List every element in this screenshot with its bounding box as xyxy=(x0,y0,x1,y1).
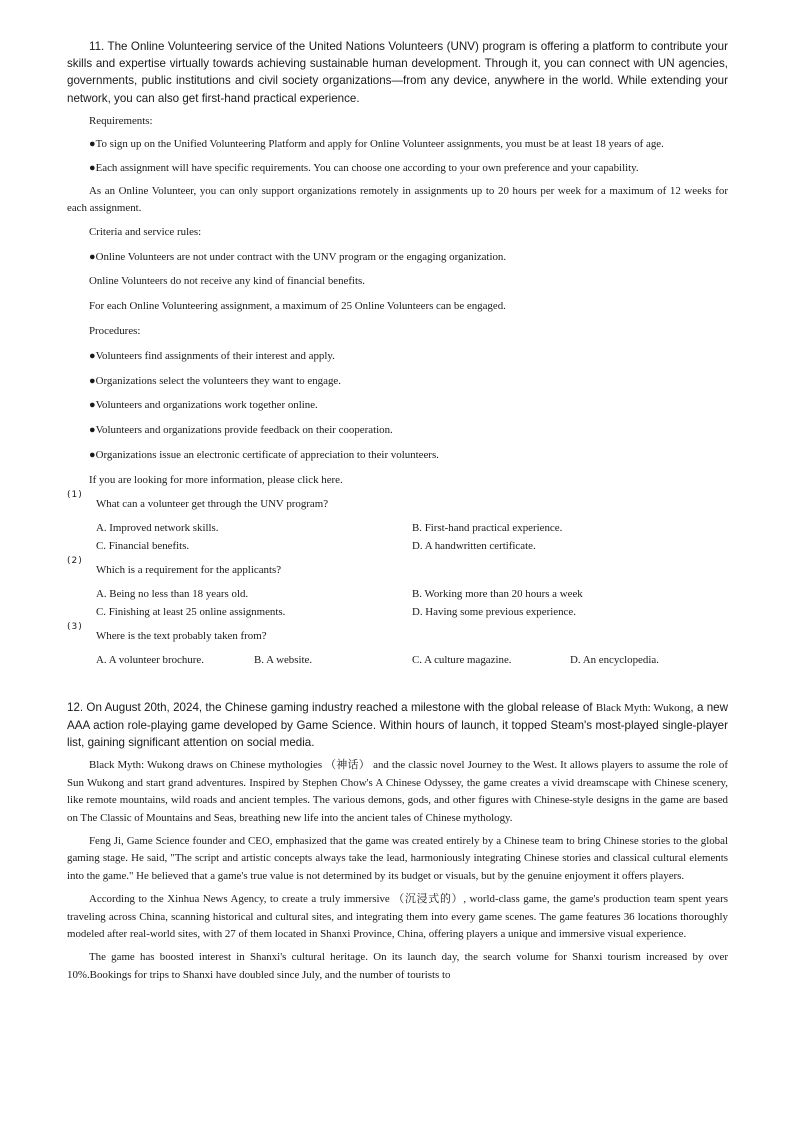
q12-paragraph-2: Feng Ji, Game Science founder and CEO, emphasized that the game was created entirely by a Chinese team to bring Chinese stories to the global gaming stage. He said, "The script and artistic concepts always take the lead, harmoniously integrating Chinese stories and classical cultural elements into the game." He believed that a game's true value is not determined by its budget or visuals, but by the genuine enjoyment it offers players. xyxy=(67,834,728,882)
option-a[interactable]: A. A volunteer brochure. xyxy=(96,654,204,667)
more-info-line: If you are looking for more information, please click here. xyxy=(89,473,343,486)
q12-paragraph-3: According to the Xinhua News Agency, to create a truly immersive （沉浸式的）, world-class game, the game's production team spent years traveling across China, scanning historical and cultural sites, and integrating them into every game scenes. The game features 36 locations thoroughly modeled after real-world sites, with 27 of them located in Shanxi Province, China, offering players a unique and immersive visual experience. xyxy=(67,893,728,940)
question-2 xyxy=(67,556,728,621)
option-b[interactable]: B. First-hand practical experience. xyxy=(412,522,563,535)
criteria-2: Online Volunteers do not receive any kind of financial benefits. xyxy=(89,275,366,288)
q11-intro: 11. The Online Volunteering service of the United Nations Volunteers (UNV) program is offering a platform to contribute your skills and expertise virtually towards achieving sustainable human development. Through it, you can connect with UN agencies, governments, public institutions and civil society organizations—from any device, anywhere in the world. While extending your network, you can also get first-hand practical experience. xyxy=(67,40,728,105)
q12-intro-end: , a new AAA action role-playing game developed by Game Science. Within hours of launch, it topped Steam's most-played single-player list, gaining significant attention on social media. xyxy=(67,700,728,750)
criteria-heading: Criteria and service rules: xyxy=(89,225,202,238)
answer-options xyxy=(67,586,728,621)
question-text: Which is a requirement for the applicants? xyxy=(96,564,282,577)
requirement-1: ●To sign up on the Unified Volunteering Platform and apply for Online Volunteer assignments, you must be at least 18 years of age. xyxy=(89,138,664,151)
procedures-heading: Procedures: xyxy=(89,325,141,338)
option-a[interactable]: A. Improved network skills. xyxy=(96,522,219,535)
option-c[interactable]: C. A culture magazine. xyxy=(412,654,512,667)
requirements-heading: Requirements: xyxy=(89,114,153,127)
question-1 xyxy=(67,490,728,555)
option-d[interactable]: D. Having some previous experience. xyxy=(412,605,576,618)
option-b[interactable]: B. A website. xyxy=(254,654,313,667)
criteria-3: For each Online Volunteering assignment, a maximum of 25 Online Volunteers can be engaged. xyxy=(89,300,506,313)
procedure-2: ●Organizations select the volunteers they want to engage. xyxy=(89,374,341,387)
question-number: (2) xyxy=(67,556,83,567)
option-d[interactable]: D. A handwritten certificate. xyxy=(412,539,536,552)
option-a[interactable]: A. Being no less than 18 years old. xyxy=(96,588,249,601)
question-number: (1) xyxy=(67,490,83,501)
exam-page xyxy=(67,38,728,984)
procedure-5: ●Organizations issue an electronic certificate of appreciation to their volunteers. xyxy=(89,449,439,462)
q12-intro xyxy=(67,699,728,752)
procedure-3: ●Volunteers and organizations work together online. xyxy=(89,399,318,412)
requirement-2: ●Each assignment will have specific requirements. You can choose one according to your own preference and your capability. xyxy=(89,161,639,174)
procedure-4: ●Volunteers and organizations provide feedback on their cooperation. xyxy=(89,424,393,437)
answer-options xyxy=(67,520,728,555)
requirement-3: As an Online Volunteer, you can only support organizations remotely in assignments up to 20 hours per week for a maximum of 12 weeks for each assignment. xyxy=(67,185,728,215)
option-c[interactable]: C. Finishing at least 25 online assignments. xyxy=(96,605,286,618)
option-d[interactable]: D. An encyclopedia. xyxy=(570,654,659,667)
q12-intro-start: 12. On August 20th, 2024, the Chinese gaming industry reached a milestone with the global release of xyxy=(67,700,596,714)
option-c[interactable]: C. Financial benefits. xyxy=(96,539,190,552)
question-number: (3) xyxy=(67,622,83,633)
question-text: Where is the text probably taken from? xyxy=(96,630,267,643)
procedure-1: ●Volunteers find assignments of their interest and apply. xyxy=(89,349,335,362)
option-b[interactable]: B. Working more than 20 hours a week xyxy=(412,588,583,601)
q12-paragraph-4: The game has boosted interest in Shanxi's cultural heritage. On its launch day, the search volume for Shanxi tourism increased by over 10%.Bookings for trips to Shanxi have doubled since July, and the number of tourists to xyxy=(67,951,728,981)
question-3 xyxy=(67,622,728,670)
criteria-1: ●Online Volunteers are not under contract with the UNV program or the engaging organization. xyxy=(89,250,507,263)
answer-options xyxy=(67,652,728,670)
question-text: What can a volunteer get through the UNV program? xyxy=(96,498,329,511)
q12-paragraph-1: Black Myth: Wukong draws on Chinese mythologies （神话） and the classic novel Journey to the West. It allows players to assume the role of Sun Wukong and start grand adventures. Inspired by Stephen Chow's A Chinese Odyssey, the game creates a vivid dreamscape with Chinese scenery, like remote mountains, wild roads and ancient temples. The various demons, gods, and other figures with Chinese-style designs in the game are based on The Classic of Mountains and Seas, breathing new life into the ancient tales of Chinese mythology. xyxy=(67,759,728,824)
game-title: Black Myth: Wukong xyxy=(595,701,691,714)
